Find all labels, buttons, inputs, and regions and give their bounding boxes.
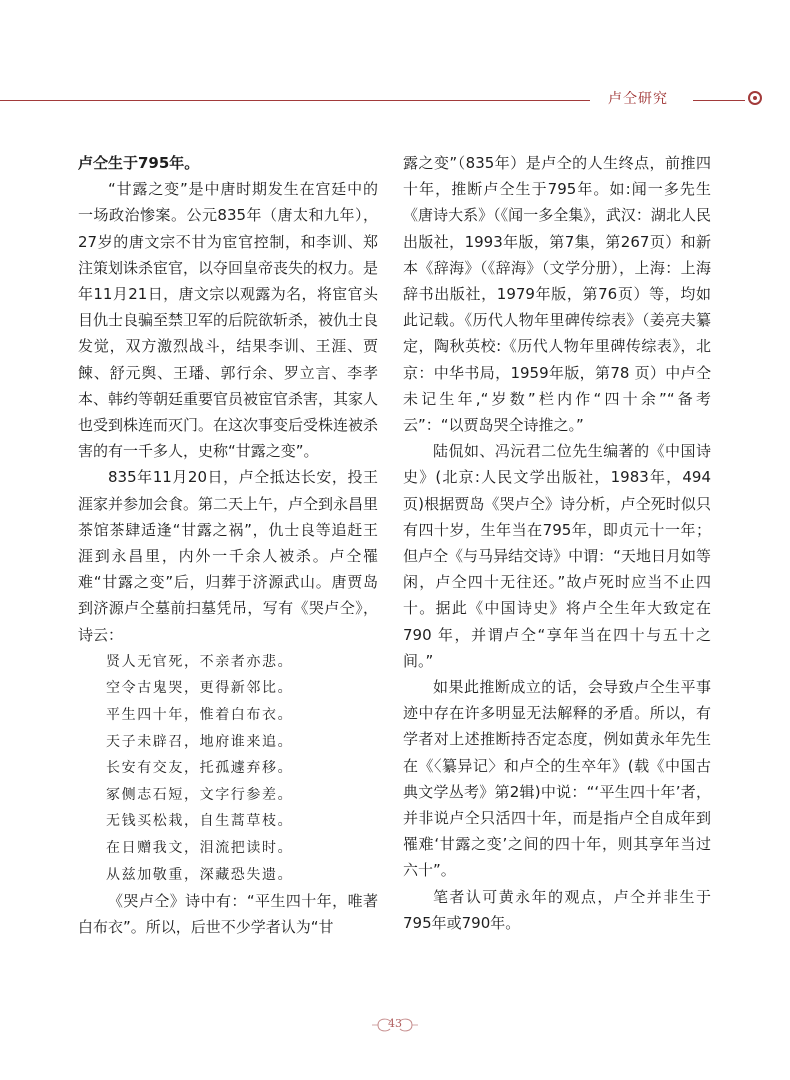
header-rule-left [0,100,590,101]
paragraph: 陆侃如、冯沅君二位先生编著的《中国诗史》(北京:人民文学出版社，1983年，494页)根据贾岛《哭卢仝》诗分析，卢仝死时似只有四十岁，生年当在795年，即贞元十一年；但卢仝《与马异结交诗》中谓：“天地日月如等闲，卢仝四十无往还。”故卢死时应当不止四十。据此《中国诗史》将卢仝生年大致定在 790 年，并谓卢仝“享年当在四十与五十之间。” [403,442,711,670]
left-column [78,150,378,941]
right-column [403,150,711,936]
poem-line: 从兹加敬重，深藏恐失遗。 [106,866,294,883]
page-number-text: 43 [388,1017,402,1030]
section-title: 卢仝研究 [608,91,668,107]
paragraph: 笔者认可黄永年的观点，卢仝并非生于795年或790年。 [403,887,711,932]
lead-sentence: 卢仝生于795年。 [78,154,200,172]
paragraph: 835年11月20日，卢仝抵达长安，投王涯家并参加会食。第二天上午，卢仝到永昌里茶馆茶肆适逢“甘露之祸”，仇士良等追赶王涯到永昌里，内外一千余人被杀。卢仝罹难“甘露之变”后，归葬于济源武山。唐贾岛到济源卢仝墓前扫墓凭吊，写有《哭卢仝》，诗云： [78,468,379,644]
poem-line: 平生四十年，惟着白布衣。 [106,707,294,724]
poem-line: 天子未辟召，地府谁来追。 [106,733,294,750]
paragraph: 露之变”（835年）是卢仝的人生终点，前推四十年，推断卢仝生于795年。如:闻一多先生《唐诗大系》（《闻一多全集》，武汉：湖北人民出版社，1993年版，第7集，第267页）和新本《辞海》（《辞海》（文学分册），上海：上海辞书出版社，1979年版，第76页）等，均如此记载。《历代人物年里碑传综表》（姜亮夫纂定，陶秋英校:《历代人物年里碑传综表》，北京：中华书局，1959年版，第78 页）中卢仝未记生年,“岁数”栏内作“四十余”“备考云”：“以贾岛哭仝诗推之。” [403,154,711,435]
paragraph: “甘露之变”是中唐时期发生在宫廷中的一场政治惨案。公元835年（唐太和九年），27岁的唐文宗不甘为宦官控制，和李训、郑注策划诛杀宦官，以夺回皇帝丧失的权力。是年11月21日，唐文宗以观露为名，将宦官头目仇士良骗至禁卫军的后院欲斩杀，被仇士良发觉，双方激烈战斗，结果李训、王涯、贾餗、舒元舆、王璠、郭行余、罗立言、李孝本、韩约等朝廷重要官员被宦官杀害，其家人也受到株连而灭门。在这次事变后受株连被杀害的有一千多人，史称“甘露之变”。 [78,180,379,461]
poem-line: 无钱买松栽，自生蒿草枝。 [106,813,294,830]
poem-line: 贤人无官死，不亲者亦悲。 [106,653,294,670]
paragraph: 如果此推断成立的话，会导致卢仝生平事迹中存在许多明显无法解释的矛盾。所以，有学者对上述推断持否定态度，例如黄永年先生在《〈纂异记〉和卢仝的生卒年》(载《中国古典文学丛考》第2辑)中说：“‘平生四十年’者，并非说卢仝只活四十年，而是指卢仝自成年到罹难‘甘露之变’之间的四十年，则其享年当过六十”。 [403,678,711,880]
poem-line: 长安有交友，托孤遽弃移。 [106,760,294,777]
circle-target-icon [748,91,762,105]
poem-line: 冢侧志石短，文字行参差。 [106,786,294,803]
paragraph: 《哭卢仝》诗中有：“平生四十年，唯著白布衣”。所以，后世不少学者认为“甘 [78,892,378,937]
poem-line: 在日赠我文，泪流把读时。 [106,840,294,857]
page-number [370,1015,420,1035]
poem-line: 空令古鬼哭，更得新邻比。 [106,680,294,697]
poem [78,649,378,888]
header-rule-right [693,100,745,101]
